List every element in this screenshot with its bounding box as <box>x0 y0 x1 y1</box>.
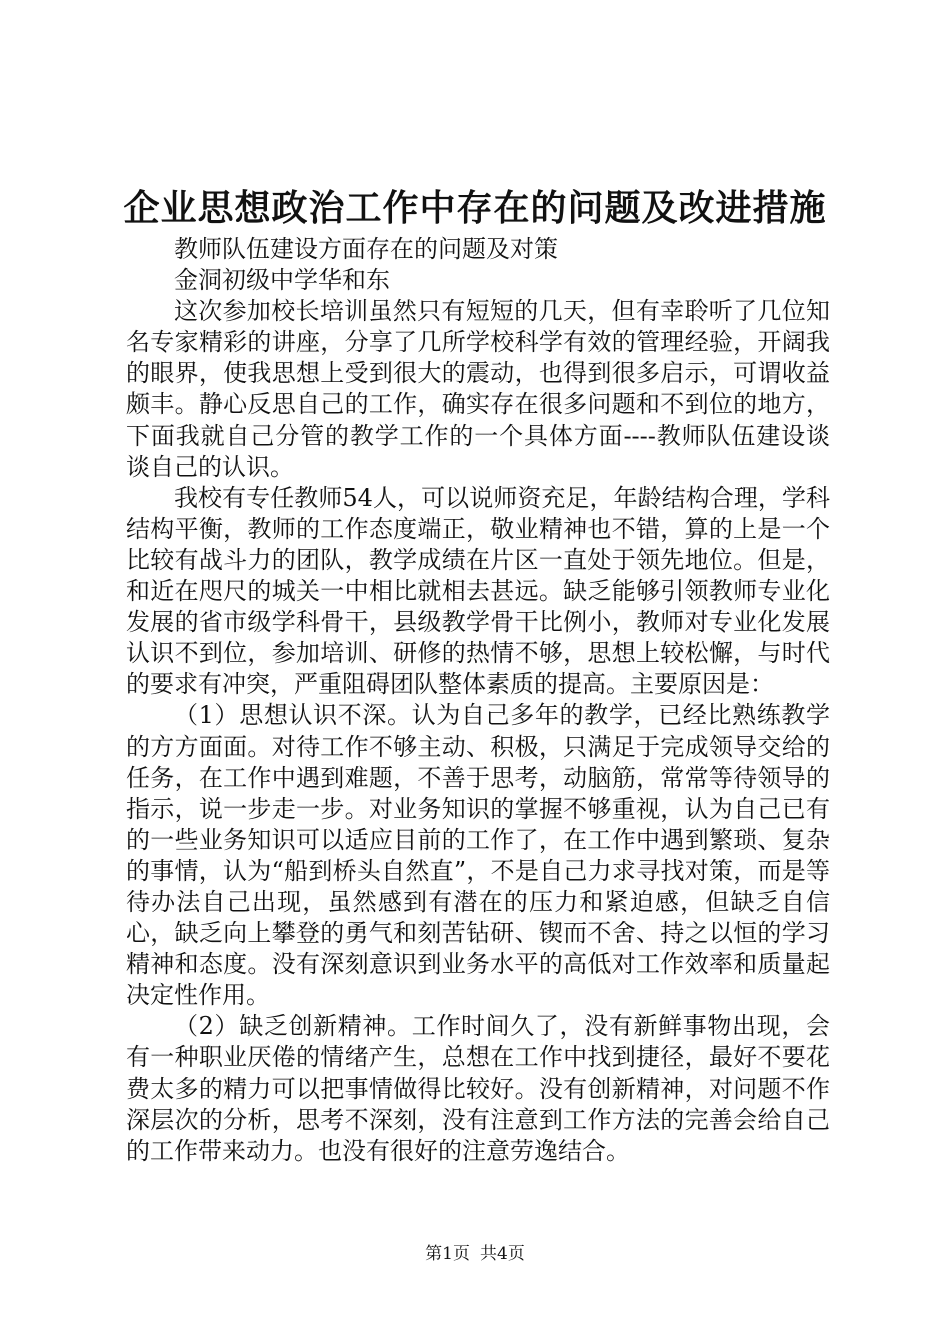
body-paragraph: 我校有专任教师54人，可以说师资充足，年龄结构合理，学科结构平衡，教师的工作态度端正，敬业精神也不错，算的上是一个比较有战斗力的团队，教学成绩在片区一直处于领先地位。但是，和近在咫尺的城关一中相比就相去甚远。缺乏能够引领教师专业化发展的省市级学科骨干，县级教学骨干比例小，教师对专业化发展认识不到位，参加培训、研修的热情不够，思想上较松懈，与时代的要求有冲突，严重阻碍团队整体素质的提高。主要原因是： <box>126 483 830 699</box>
author-paragraph: 金洞初级中学华和东 <box>174 266 390 295</box>
subtitle-paragraph: 教师队伍建设方面存在的问题及对策 <box>174 235 558 263</box>
page-footer <box>0 1243 950 1265</box>
body-paragraph: 这次参加校长培训虽然只有短短的几天，但有幸聆听了几位知名专家精彩的讲座，分享了几所学校科学有效的管理经验，开阔我的眼界，使我思想上受到很大的震动，也得到很多启示，可谓收益颇丰。静心反思自己的工作，确实存在很多问题和不到位的地方，下面我就自己分管的教学工作的一个具体方面----教师队伍建设谈谈自己的认识。 <box>126 297 830 481</box>
body-paragraph: （2）缺乏创新精神。工作时间久了，没有新鲜事物出现，会有一种职业厌倦的情绪产生，总想在工作中找到捷径，最好不要花费太多的精力可以把事情做得比较好。没有创新精神，对问题不作深层次的分析，思考不深刻，没有注意到工作方法的完善会给自己的工作带来动力。也没有很好的注意劳逸结合。 <box>126 1012 830 1165</box>
document-body <box>126 234 830 1167</box>
document-title: 企业思想政治工作中存在的问题及改进措施 <box>123 187 827 229</box>
page-number: 第1页 <box>425 1244 470 1264</box>
page-total: 共4页 <box>480 1244 525 1264</box>
body-paragraph: （1）思想认识不深。认为自己多年的教学，已经比熟练教学的方方面面。对待工作不够主动、积极，只满足于完成领导交给的任务，在工作中遇到难题，不善于思考，动脑筋，常常等待领导的指示，说一步走一步。对业务知识的掌握不够重视，认为自己已有的一些业务知识可以适应目前的工作了，在工作中遇到繁琐、复杂的事情，认为“船到桥头自然直”，不是自己力求寻找对策，而是等待办法自己出现，虽然感到有潜在的压力和紧迫感，但缺乏自信心，缺乏向上攀登的勇气和刻苦钻研、锲而不舍、持之以恒的学习精神和态度。没有深刻意识到业务水平的高低对工作效率和质量起决定性作用。 <box>126 701 830 1010</box>
